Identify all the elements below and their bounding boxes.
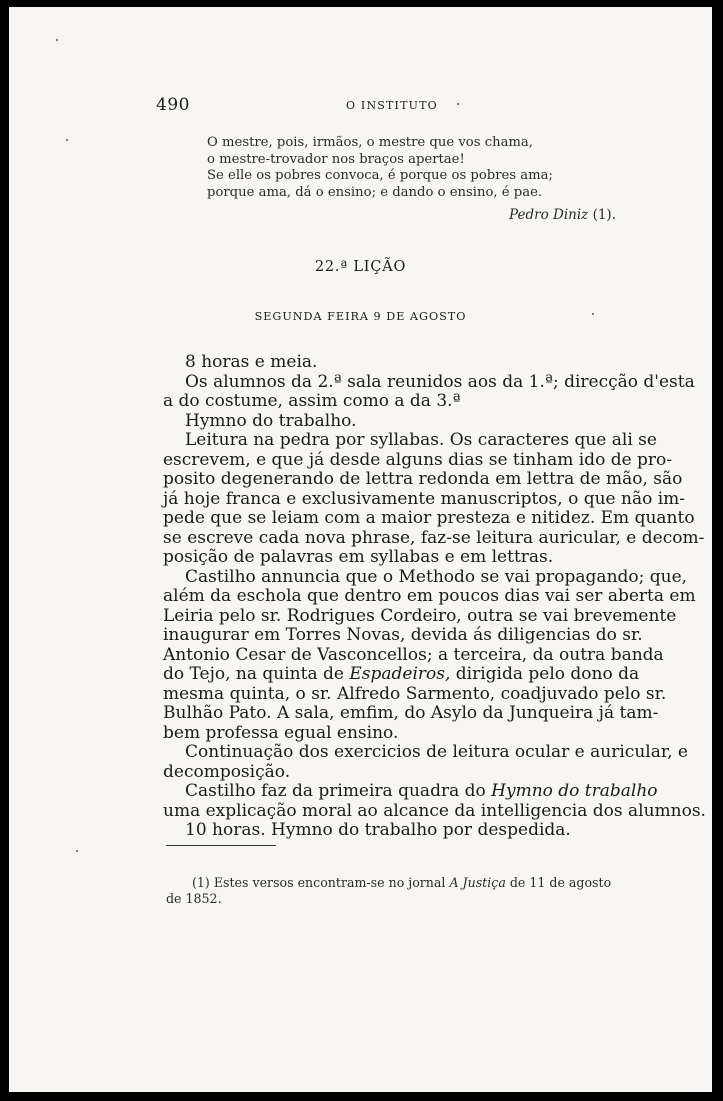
text-line: além da eschola que dentro em poucos dias vai ser aberta em — [163, 586, 696, 606]
text-line: posição de palavras em syllabas e em lettras. — [163, 547, 554, 567]
text-line: inaugurar em Torres Novas, devida ás diligencias do sr. — [163, 625, 643, 645]
footnote-divider — [166, 845, 276, 846]
page-number: 490 — [156, 95, 190, 115]
print-speck — [457, 103, 459, 105]
italic-journal-name: A Justiça — [449, 875, 506, 890]
poem-line: Se elle os pobres convoca, é porque os pobres ama; — [207, 168, 553, 183]
text-line: Hymno do trabalho. — [185, 410, 357, 431]
footnote-reference: (1). — [592, 207, 616, 223]
poem-quote — [207, 135, 553, 201]
text-line: escrevem, e que já desde alguns dias se tinham ido de pro- — [163, 449, 673, 470]
text-line: Bulhão Pato. A sala, emfim, do Asylo da Junqueira já tam- — [163, 703, 659, 723]
text-line: mesma quinta, o sr. Alfredo Sarmento, coadjuvado pelo sr. — [163, 683, 667, 704]
text-line — [163, 781, 658, 802]
footnote-line: de 1852. — [166, 891, 222, 906]
lesson-date: SEGUNDA FEIRA 9 DE AGOSTO — [254, 310, 467, 323]
text-line: decomposição. — [163, 761, 291, 782]
text-line: Leitura na pedra por syllabas. Os caracteres que ali se — [185, 430, 657, 450]
poem-line: o mestre-trovador nos braços apertae! — [207, 151, 465, 167]
text-run: (1) Estes versos encontram-se no jornal — [192, 875, 450, 890]
book-page — [9, 7, 712, 1092]
text-line — [163, 664, 640, 685]
print-speck — [592, 313, 594, 315]
text-line: pede que se leiam com a maior presteza e nitidez. Em quanto — [163, 508, 695, 528]
text-line: se escreve cada nova phrase, faz-se leitura auricular, e decom- — [163, 527, 705, 548]
text-line: Antonio Cesar de Vasconcellos; a terceira, da outra banda — [163, 644, 664, 665]
footnote — [166, 875, 611, 907]
poem-line: O mestre, pois, irmãos, o mestre que vos chama, — [207, 135, 533, 150]
text-line: Castilho annuncia que o Methodo se vai propagando; que, — [185, 566, 688, 587]
poem-attribution — [509, 207, 616, 223]
footnote-line — [166, 875, 611, 891]
page-header — [156, 95, 456, 115]
italic-place-name: Espadeiros, — [349, 664, 451, 684]
text-run: do Tejo, na quinta de — [163, 664, 350, 684]
running-title: O INSTITUTO — [346, 99, 438, 112]
text-line: a do costume, assim como a da 3.ª — [163, 391, 461, 411]
text-line: posito degenerando de lettra redonda em lettra de mão, são — [163, 469, 683, 489]
lesson-title: 22.ª LIÇÃO — [314, 259, 407, 275]
italic-title: Hymno do trabalho — [491, 781, 658, 801]
poem-line: porque ama, dá o ensino; e dando o ensino, é pae. — [207, 184, 543, 200]
text-run: de 11 de agosto — [505, 875, 612, 890]
text-run: Castilho faz da primeira quadra do — [185, 781, 492, 801]
poem-author-name: Pedro Diniz — [509, 207, 589, 223]
print-speck — [76, 850, 78, 852]
lesson-body — [163, 352, 706, 841]
text-line: Continuação dos exercicios de leitura ocular e auricular, e — [185, 742, 688, 762]
text-line: 10 horas. Hymno do trabalho por despedida. — [185, 820, 571, 840]
text-run: dirigida pelo dono da — [450, 664, 640, 684]
text-line: Leiria pelo sr. Rodrigues Cordeiro, outra se vai brevemente — [163, 605, 677, 626]
print-speck — [56, 39, 58, 41]
text-line: Os alumnos da 2.ª sala reunidos aos da 1.ª; direcção d'esta — [185, 371, 695, 392]
text-line: já hoje franca e exclusivamente manuscriptos, o que não im- — [163, 488, 686, 509]
print-speck — [66, 139, 68, 141]
text-line: uma explicação moral ao alcance da intelligencia dos alumnos. — [163, 800, 706, 821]
text-line: 8 horas e meia. — [185, 352, 318, 372]
text-line: bem professa egual ensino. — [163, 722, 399, 743]
